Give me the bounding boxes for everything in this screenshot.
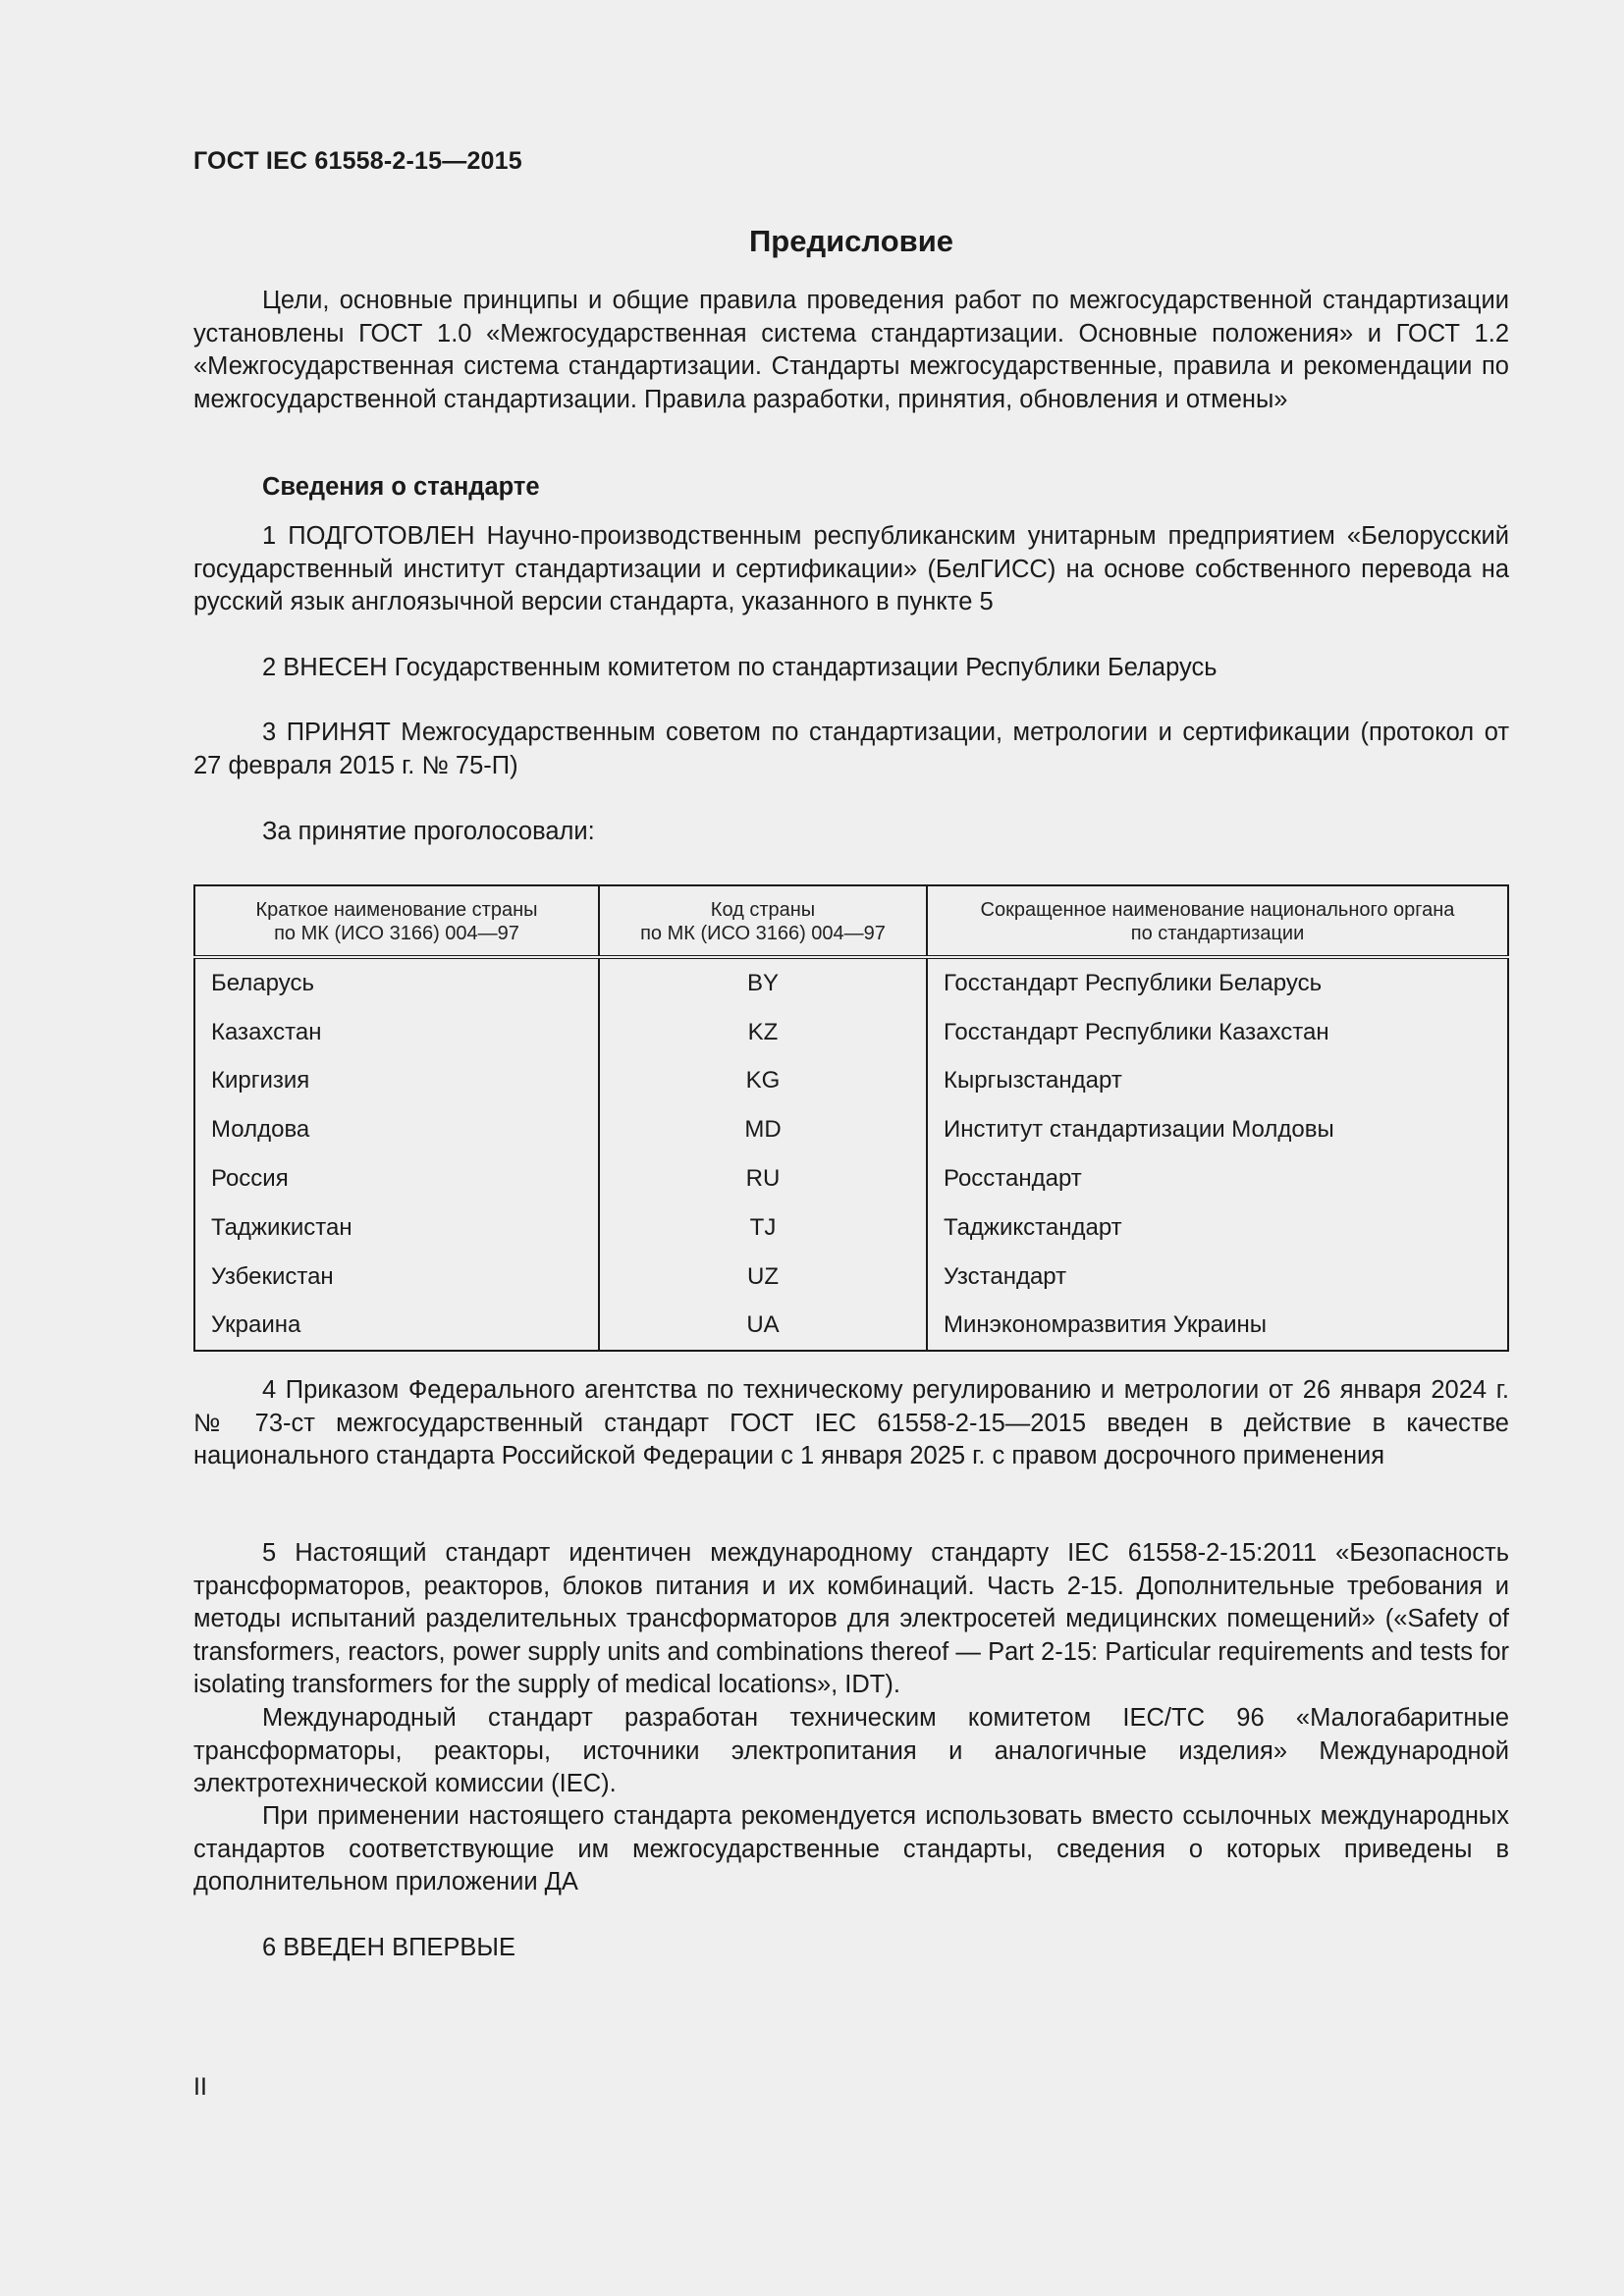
header-line: по МК (ИСО 3166) 004—97 — [640, 923, 886, 944]
country-code-cell: MD — [599, 1105, 927, 1154]
table-row — [194, 1057, 1508, 1106]
column-header-country-code — [599, 885, 927, 957]
standards-body-cell: Госстандарт Республики Беларусь — [927, 957, 1508, 1008]
country-code-cell: KG — [599, 1057, 927, 1106]
header-line: Код страны — [710, 899, 816, 921]
country-name-cell: Узбекистан — [194, 1253, 599, 1302]
item-3-adopted: 3 ПРИНЯТ Межгосударственным советом по стандартизации, метрологии и сертификации (протокол от 27 февраля 2015 г. № 75-П) — [193, 719, 1509, 779]
table-row — [194, 1253, 1508, 1302]
standards-body-cell: Кыргызстандарт — [927, 1057, 1508, 1106]
item-5-committee: Международный стандарт разработан техническим комитетом IEC/TC 96 «Малогабаритные трансформаторы, реакторы, источники электропитания и аналогичные изделия» Международной электротехнической комиссии (IEC). — [193, 1704, 1509, 1797]
country-code-cell: BY — [599, 957, 927, 1008]
page-title: Предисловие — [748, 224, 953, 258]
doc-code: ГОСТ IEC 61558-2-15—2015 — [193, 147, 522, 175]
header-line: Краткое наименование страны — [255, 899, 538, 921]
voted-label: За принятие проголосовали: — [262, 818, 595, 845]
country-code-cell: KZ — [599, 1008, 927, 1057]
item-1-prepared: 1 ПОДГОТОВЛЕН Научно-производственным республиканским унитарным предприятием «Белорусский государственный институт стандартизации и сертификации» (БелГИСС) на основе собственного перевода на русский язык англоязычной версии стандарта, указанного в пункте 5 — [193, 522, 1509, 615]
country-code-cell: RU — [599, 1154, 927, 1203]
table-row — [194, 1203, 1508, 1253]
column-header-country-name — [194, 885, 599, 957]
country-code-cell: TJ — [599, 1203, 927, 1253]
item-6-first-introduced: 6 ВВЕДЕН ВПЕРВЫЕ — [262, 1934, 516, 1961]
header-line: по МК (ИСО 3166) 004—97 — [274, 923, 519, 944]
page-number: II — [193, 2073, 207, 2101]
country-name-cell: Беларусь — [194, 957, 599, 1008]
table-row — [194, 957, 1508, 1008]
standards-body-cell: Госстандарт Республики Казахстан — [927, 1008, 1508, 1057]
item-2-submitted: 2 ВНЕСЕН Государственным комитетом по стандартизации Республики Беларусь — [262, 654, 1218, 681]
country-name-cell: Молдова — [194, 1105, 599, 1154]
country-code-cell: UA — [599, 1302, 927, 1352]
table-row — [194, 1008, 1508, 1057]
column-header-standards-body — [927, 885, 1508, 957]
standards-body-cell: Узстандарт — [927, 1253, 1508, 1302]
info-heading: Сведения о стандарте — [262, 473, 540, 501]
country-name-cell: Украина — [194, 1302, 599, 1352]
table-row — [194, 1154, 1508, 1203]
table-header-row — [194, 885, 1508, 957]
country-name-cell: Россия — [194, 1154, 599, 1203]
standards-body-cell: Институт стандартизации Молдовы — [927, 1105, 1508, 1154]
table-row — [194, 1302, 1508, 1352]
item-5-identical: 5 Настоящий стандарт идентичен международному стандарту IEC 61558-2-15:2011 «Безопасность трансформаторов, реакторов, блоков питания и их комбинаций. Часть 2-15. Дополнительные требования и методы испытаний разделительных трансформаторов для электросетей медицинских помещений» («Safety of transformers, reactors, power supply units and combinations thereof — Part 2-15: Particular requirements and tests for isolating transformers for the supply of medical locations», IDT). — [193, 1539, 1509, 1698]
header-line: по стандартизации — [1130, 923, 1305, 944]
country-code-cell: UZ — [599, 1253, 927, 1302]
standards-body-cell: Росстандарт — [927, 1154, 1508, 1203]
item-5-references: При применении настоящего стандарта рекомендуется использовать вместо ссылочных международных стандартов соответствующие им межгосударственные стандарты, сведения о которых приведены в дополнительном приложении ДА — [193, 1802, 1509, 1896]
standards-body-cell: Таджикстандарт — [927, 1203, 1508, 1253]
country-name-cell: Таджикистан — [194, 1203, 599, 1253]
intro-paragraph: Цели, основные принципы и общие правила проведения работ по межгосударственной стандартизации установлены ГОСТ 1.0 «Межгосударственная система стандартизации. Основные положения» и ГОСТ 1.2 «Межгосударственная система стандартизации. Стандарты межгосударственные, правила и рекомендации по межгосударственной стандартизации. Правила разработки, принятия, обновления и отмены» — [193, 287, 1509, 413]
header-line: Сокращенное наименование национального органа — [980, 899, 1455, 921]
member-states-table — [193, 884, 1509, 1352]
country-name-cell: Казахстан — [194, 1008, 599, 1057]
table-row — [194, 1105, 1508, 1154]
country-name-cell: Киргизия — [194, 1057, 599, 1106]
item-4-order: 4 Приказом Федерального агентства по техническому регулированию и метрологии от 26 января 2024 г. № 73-ст межгосударственный стандарт ГОСТ IEC 61558-2-15—2015 введен в действие в качестве национального стандарта Российской Федерации с 1 января 2025 г. с правом досрочного применения — [193, 1376, 1509, 1469]
standards-body-cell: Минэкономразвития Украины — [927, 1302, 1508, 1352]
